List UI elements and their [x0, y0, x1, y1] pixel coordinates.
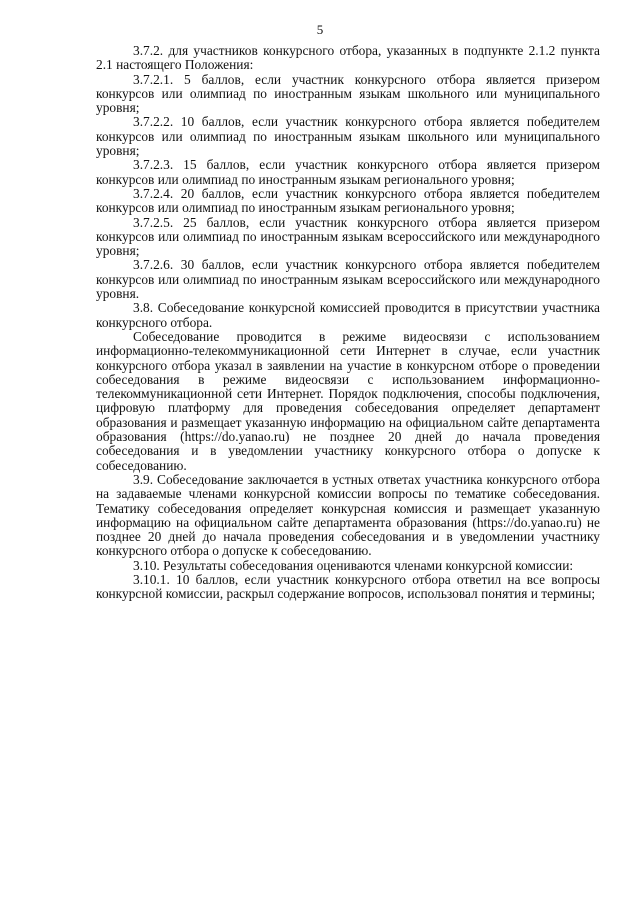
paragraph-3-10-1: 3.10.1. 10 баллов, если участник конкурсного отбора ответил на все вопросы конкурсной комиссии, раскрыл содержание вопросов, использовал понятия и термины;	[96, 571, 600, 602]
page-number: 5	[316, 22, 324, 37]
paragraph-3-8: 3.8. Собеседование конкурсной комиссией проводится в присутствии участника конкурсного отбора.	[96, 300, 600, 330]
document-body	[96, 44, 600, 602]
paragraph-3-7-2-5: 3.7.2.5. 25 баллов, если участник конкурсного отбора является призером конкурсов или олимпиад по иностранным языкам всероссийского или международного уровня;	[96, 214, 600, 259]
paragraph-3-7-2-6: 3.7.2.6. 30 баллов, если участник конкурсного отбора является победителем конкурсов или олимпиад по иностранным языкам всероссийского или международного уровня.	[96, 257, 600, 302]
paragraph-3-9: 3.9. Собеседование заключается в устных ответах участника конкурсного отбора на задаваемые членами конкурсной комиссии вопросы по тематике собеседования. Тематику собеседования определяет конкурсная комиссия и размещает указанную информацию на официальном сайте департамента образования (https://do.yanao.ru) не позднее 20 дней до начала проведения собеседования и в уведомлении участнику конкурсного отбора о допуске к собеседованию.	[96, 471, 600, 559]
paragraph-3-10: 3.10. Результаты собеседования оцениваются членами конкурсной комиссии:	[133, 557, 574, 573]
paragraph-3-7-2: 3.7.2. для участников конкурсного отбора, указанных в подпункте 2.1.2 пункта 2.1 настоящего Положения:	[96, 43, 600, 73]
paragraph-3-7-2-2: 3.7.2.2. 10 баллов, если участник конкурсного отбора является победителем конкурсов или олимпиад по иностранным языкам школьного или муниципального уровня;	[96, 114, 600, 159]
paragraph-3-7-2-4: 3.7.2.4. 20 баллов, если участник конкурсного отбора является победителем конкурсов или олимпиад по иностранным языкам регионального уровня;	[96, 185, 600, 216]
paragraph-videoconference: Собеседование проводится в режиме видеосвязи с использованием информационно-телекоммуникационной сети Интернет в случае, если участник конкурсного отбора указал в заявлении на участие в конкурсном отборе о проведении собеседования в режиме видеосвязи с использованием информационно-телекоммуникационной сети Интернет. Порядок подключения, способы подключения, цифровую платформу для проведения собеседования определяет департамент образования и размещает указанную информацию на официальном сайте департамента образования (https://do.yanao.ru) не позднее 20 дней до начала проведения собеседования и в уведомлении участнику конкурсного отбора о допуске к собеседованию.	[96, 328, 600, 473]
paragraph-3-7-2-1: 3.7.2.1. 5 баллов, если участник конкурсного отбора является призером конкурсов или олимпиад по иностранным языкам школьного или муниципального уровня;	[96, 71, 600, 116]
paragraph-3-7-2-3: 3.7.2.3. 15 баллов, если участник конкурсного отбора является призером конкурсов или олимпиад по иностранным языкам регионального уровня;	[96, 157, 600, 187]
